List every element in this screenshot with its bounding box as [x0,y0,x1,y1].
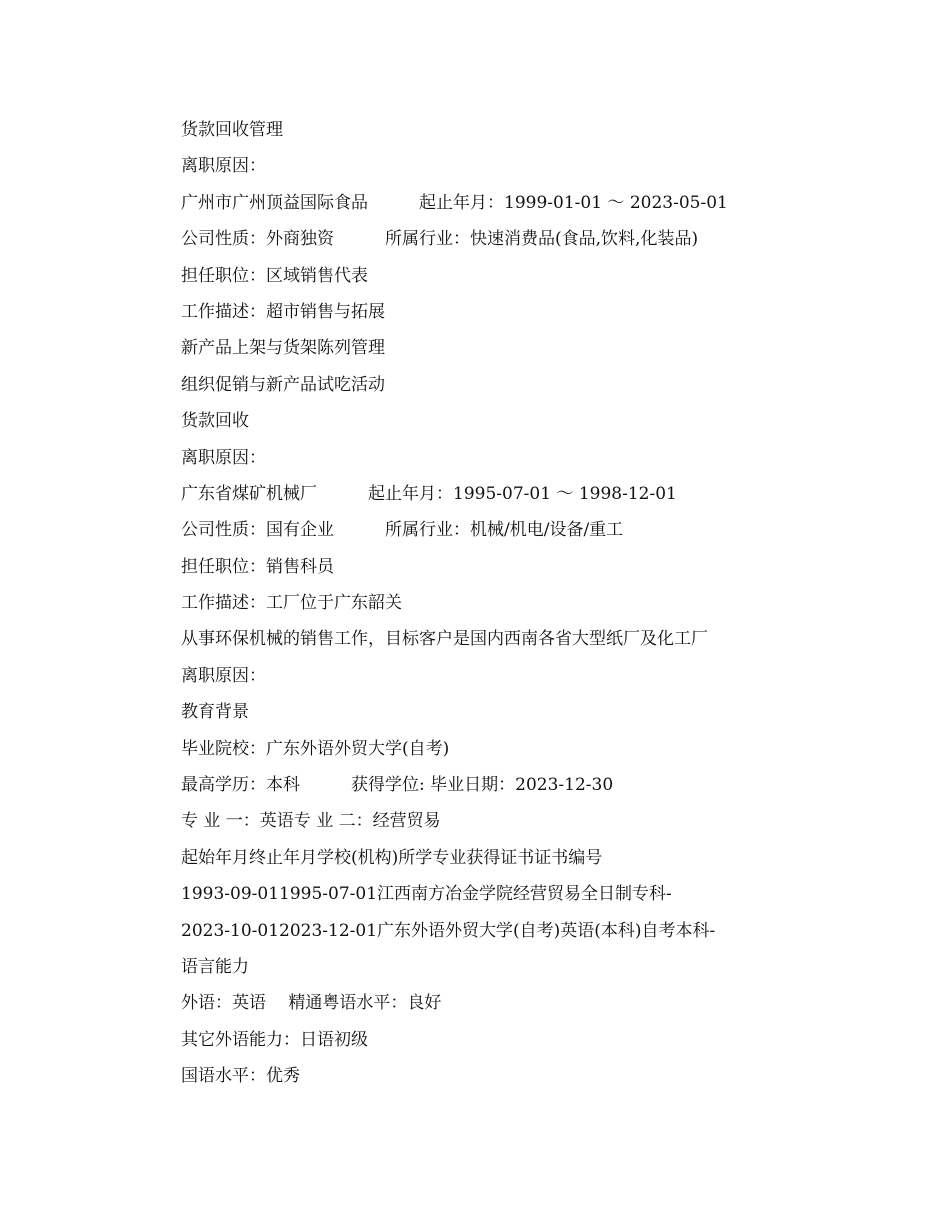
text-line: 毕业院校：广东外语外贸大学(自考) [181,738,450,759]
text-line: 担任职位：销售科员 [181,556,334,577]
text-line: 其它外语能力：日语初级 [181,1029,368,1050]
text-line: 公司性质：国有企业 所属行业：机械/机电/设备/重工 [181,520,624,541]
text-line: 新产品上架与货架陈列管理 [181,338,385,359]
text-line: 货款回收 [181,411,249,432]
resume-document [181,112,881,1095]
table-header-line: 起始年月终止年月学校(机构)所学专业获得证书证书编号 [181,847,603,868]
text-line: 公司性质：外商独资 所属行业：快速消费品(食品,饮料,化装品) [181,229,699,250]
text-line: 工作描述：超市销售与拓展 [181,301,385,322]
text-line: 从事环保机械的销售工作，目标客户是国内西南各省大型纸厂及化工厂 [181,629,708,650]
text-line: 离职原因： [181,665,266,686]
text-line: 专 业 一：英语专 业 二：经营贸易 [181,811,441,832]
text-line: 工作描述：工厂位于广东韶关 [181,593,402,614]
text-line: 最高学历：本科 获得学位: 毕业日期：2023-12-30 [181,775,614,796]
table-row: 2023-10-012023-12-01广东外语外贸大学(自考)英语(本科)自考本科- [181,920,716,941]
text-line: 离职原因： [181,447,266,468]
text-line: 离职原因： [181,156,266,177]
section-heading: 教育背景 [181,702,249,723]
text-line: 货款回收管理 [181,120,283,140]
text-line: 外语：英语 精通粤语水平：良好 [181,993,442,1014]
text-line: 组织促销与新产品试吃活动 [181,374,385,395]
text-line: 广州市广州顶益国际食品 起止年月：1999-01-01 ～ 2023-05-01 [181,192,728,213]
table-row: 1993-09-011995-07-01江西南方冶金学院经营贸易全日制专科- [181,884,672,905]
text-line: 担任职位：区域销售代表 [181,265,368,286]
text-line: 广东省煤矿机械厂 起止年月：1995-07-01 ～ 1998-12-01 [181,483,677,504]
text-line: 国语水平：优秀 [181,1066,300,1087]
section-heading: 语言能力 [181,956,249,977]
